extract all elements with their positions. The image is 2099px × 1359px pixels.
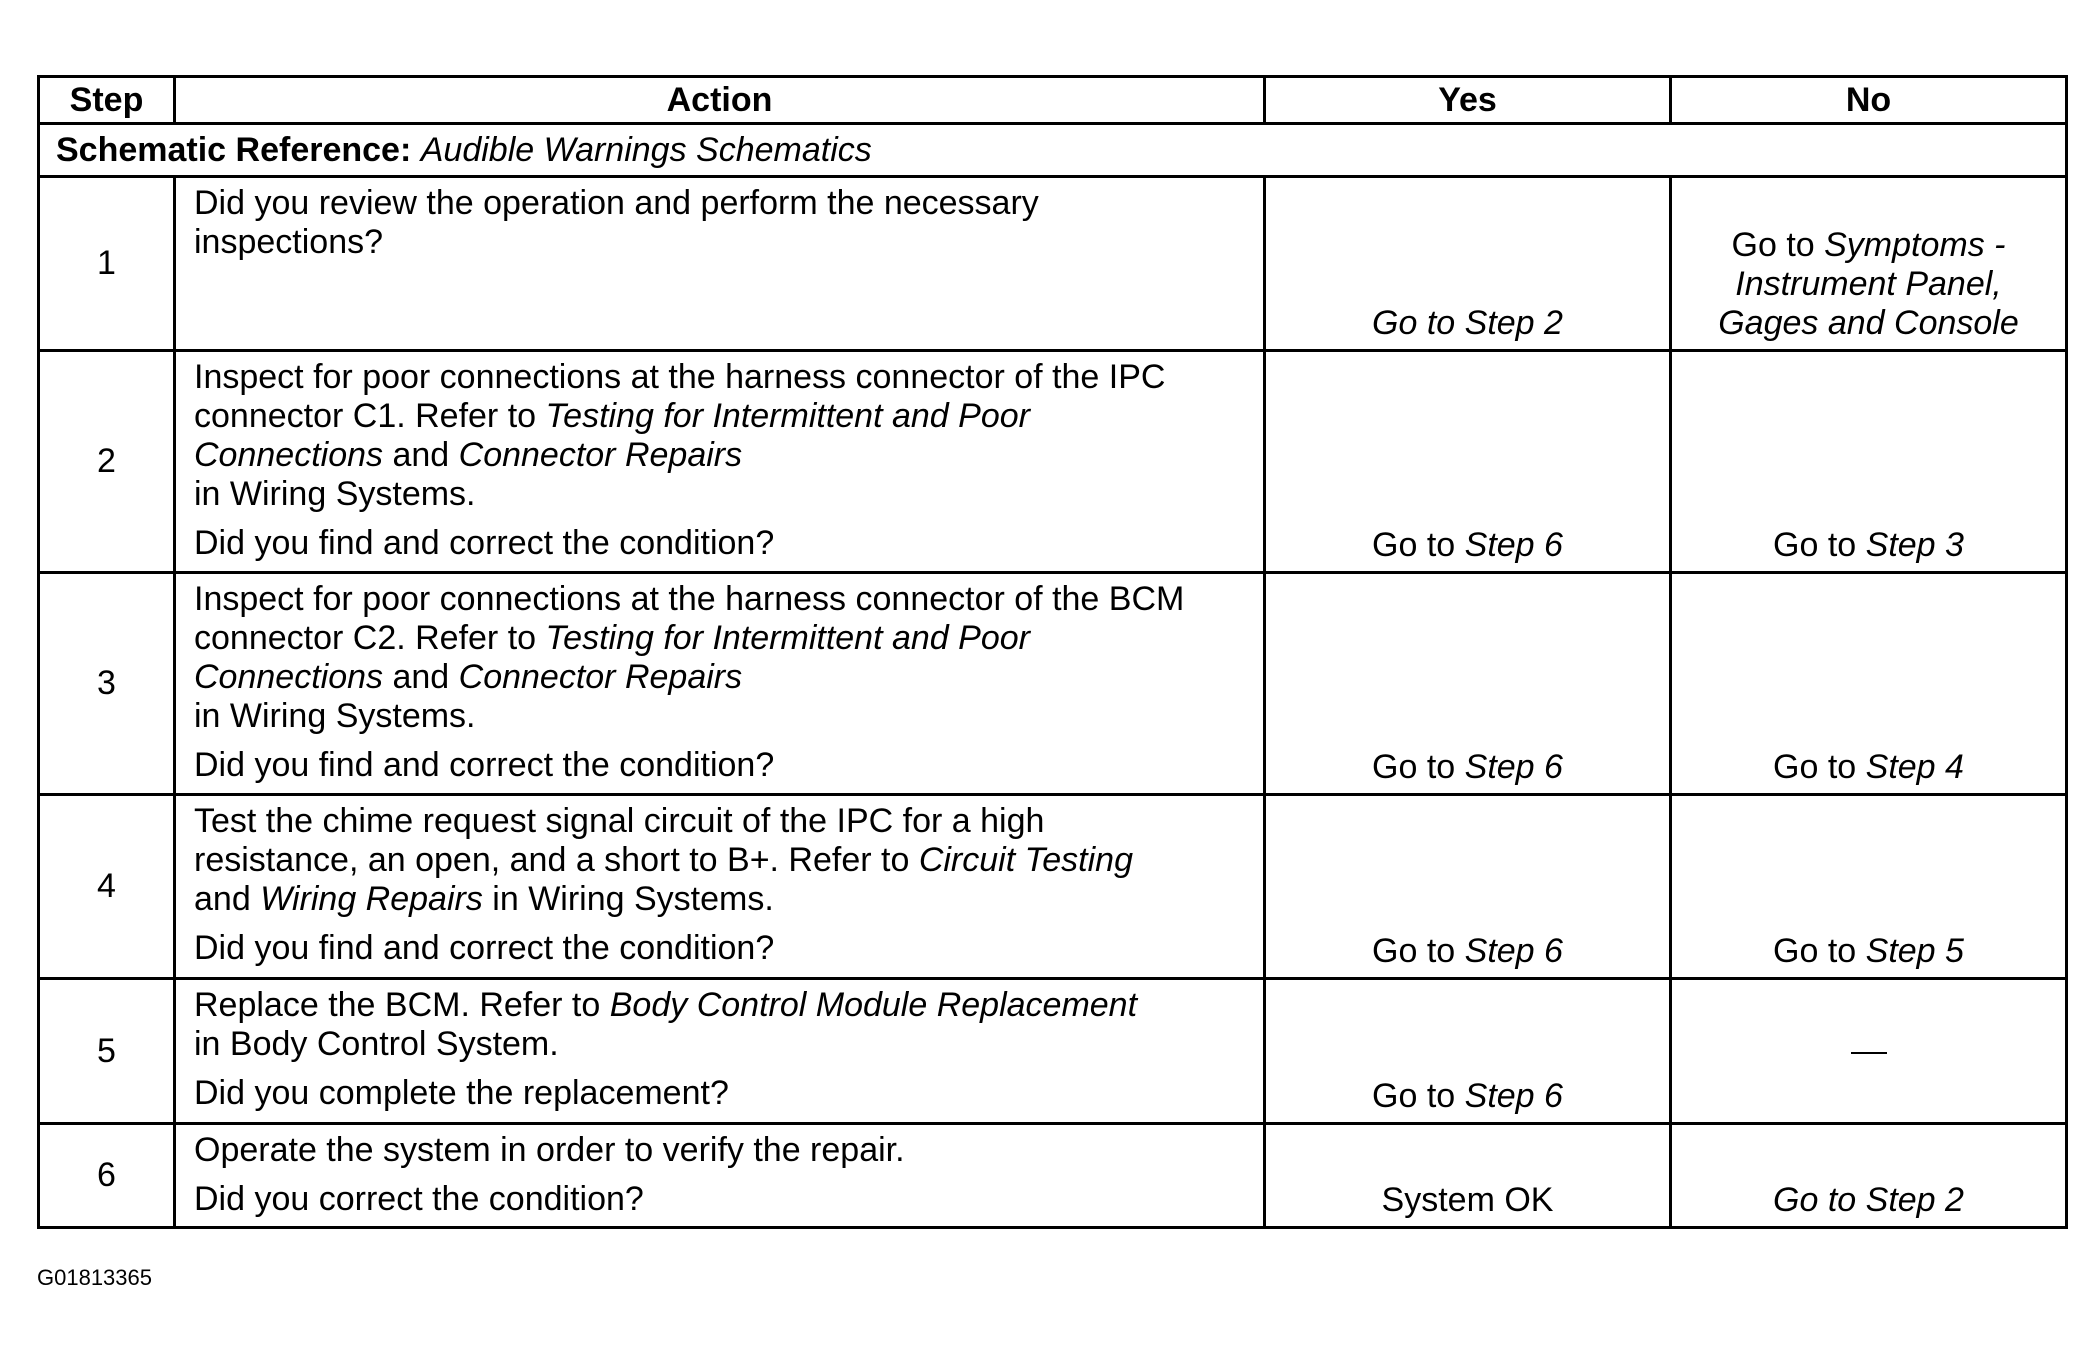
reference-link[interactable]: Circuit Testing bbox=[918, 841, 1133, 879]
yes-prefix: Go to bbox=[1372, 932, 1465, 970]
no-prefix: Go to bbox=[1773, 526, 1866, 564]
no-link[interactable]: Step 3 bbox=[1865, 526, 1964, 564]
schematic-reference-row bbox=[39, 124, 2067, 177]
yes-cell bbox=[1265, 795, 1671, 979]
yes-prefix: Go to bbox=[1372, 526, 1465, 564]
table-row bbox=[39, 177, 2067, 351]
action-question: Did you find and correct the condition? bbox=[194, 524, 775, 562]
action-question: Did you complete the replacement? bbox=[194, 1074, 729, 1112]
yes-prefix: Go to bbox=[1372, 748, 1465, 786]
action-line: in Body Control System. bbox=[194, 1025, 559, 1063]
reference-link[interactable]: Testing for Intermittent and Poor bbox=[545, 397, 1030, 435]
schematic-reference bbox=[39, 124, 2067, 177]
action-line bbox=[194, 619, 1255, 658]
yes-cell bbox=[1265, 979, 1671, 1124]
step-number: 2 bbox=[39, 351, 175, 573]
no-link[interactable]: Step 4 bbox=[1865, 748, 1964, 786]
no-link[interactable]: Symptoms - bbox=[1824, 226, 2006, 264]
yes-prefix: Go to bbox=[1372, 1077, 1465, 1115]
reference-link[interactable]: Connections bbox=[194, 436, 384, 474]
step-number: 5 bbox=[39, 979, 175, 1124]
yes-link[interactable]: Step 6 bbox=[1464, 526, 1563, 564]
step-number: 4 bbox=[39, 795, 175, 979]
action-line bbox=[194, 658, 1255, 697]
yes-link[interactable]: Step 6 bbox=[1464, 748, 1563, 786]
em-dash-icon bbox=[1851, 1052, 1887, 1054]
table-row bbox=[39, 573, 2067, 795]
header-step: Step bbox=[39, 77, 175, 124]
no-link[interactable]: Go to Step 2 bbox=[1773, 1181, 1964, 1219]
header-action: Action bbox=[175, 77, 1265, 124]
table-row bbox=[39, 795, 2067, 979]
reference-link[interactable]: Body Control Module Replacement bbox=[609, 986, 1138, 1024]
no-link-line3[interactable]: Gages and Console bbox=[1718, 304, 2019, 342]
action-text: and bbox=[194, 880, 261, 918]
action-text: connector C2. Refer to bbox=[194, 619, 546, 657]
reference-link[interactable]: Testing for Intermittent and Poor bbox=[545, 619, 1030, 657]
step-number: 3 bbox=[39, 573, 175, 795]
reference-link[interactable]: Wiring Repairs bbox=[260, 880, 483, 918]
action-question: Did you review the operation and perform the necessary inspections? bbox=[194, 184, 1039, 261]
action-line bbox=[194, 397, 1255, 436]
no-prefix: Go to bbox=[1773, 932, 1866, 970]
reference-link[interactable]: Connector Repairs bbox=[458, 436, 743, 474]
no-cell bbox=[1671, 351, 2067, 573]
yes-link[interactable]: Step 6 bbox=[1464, 932, 1563, 970]
action-line: Inspect for poor connections at the harness connector of the IPC bbox=[194, 358, 1166, 396]
yes-cell bbox=[1265, 177, 1671, 351]
diagnostic-table bbox=[37, 75, 2068, 1229]
action-line: Operate the system in order to verify the repair. bbox=[194, 1131, 905, 1169]
yes-cell bbox=[1265, 351, 1671, 573]
action-cell bbox=[175, 795, 1265, 979]
action-line: in Wiring Systems. bbox=[194, 475, 476, 513]
action-cell bbox=[175, 177, 1265, 351]
no-prefix: Go to bbox=[1731, 226, 1825, 264]
action-question: Did you find and correct the condition? bbox=[194, 929, 775, 967]
yes-link[interactable]: Step 6 bbox=[1464, 1077, 1563, 1115]
header-yes: Yes bbox=[1265, 77, 1671, 124]
yes-cell bbox=[1265, 1124, 1671, 1228]
action-line bbox=[194, 841, 1255, 880]
yes-cell bbox=[1265, 573, 1671, 795]
table-row bbox=[39, 979, 2067, 1124]
action-text: in Wiring Systems. bbox=[482, 880, 774, 918]
no-prefix: Go to bbox=[1773, 748, 1866, 786]
reference-link[interactable]: Connections bbox=[194, 658, 384, 696]
action-text: resistance, an open, and a short to B+. Refer to bbox=[194, 841, 919, 879]
action-cell bbox=[175, 351, 1265, 573]
no-link[interactable]: Step 5 bbox=[1865, 932, 1964, 970]
table-row bbox=[39, 1124, 2067, 1228]
action-line: Inspect for poor connections at the harness connector of the BCM bbox=[194, 580, 1185, 618]
step-number: 1 bbox=[39, 177, 175, 351]
action-question: Did you correct the condition? bbox=[194, 1180, 644, 1218]
no-cell bbox=[1671, 979, 2067, 1124]
no-link-line2[interactable]: Instrument Panel, bbox=[1735, 265, 2002, 303]
no-cell bbox=[1671, 1124, 2067, 1228]
action-line bbox=[194, 436, 1255, 475]
step-number: 6 bbox=[39, 1124, 175, 1228]
action-text: and bbox=[383, 436, 459, 474]
action-cell bbox=[175, 1124, 1265, 1228]
yes-text: System OK bbox=[1381, 1181, 1554, 1219]
action-line bbox=[194, 986, 1255, 1025]
action-cell bbox=[175, 573, 1265, 795]
no-cell bbox=[1671, 795, 2067, 979]
action-text: Replace the BCM. Refer to bbox=[194, 986, 610, 1024]
table-row bbox=[39, 351, 2067, 573]
action-line: Test the chime request signal circuit of the IPC for a high bbox=[194, 802, 1045, 840]
action-text: connector C1. Refer to bbox=[194, 397, 546, 435]
action-question: Did you find and correct the condition? bbox=[194, 746, 775, 784]
schematic-reference-link[interactable]: Audible Warnings Schematics bbox=[420, 130, 872, 169]
action-line bbox=[194, 880, 1255, 919]
yes-link[interactable]: Go to Step 2 bbox=[1372, 304, 1563, 342]
reference-link[interactable]: Connector Repairs bbox=[458, 658, 743, 696]
action-cell bbox=[175, 979, 1265, 1124]
header-row bbox=[39, 77, 2067, 124]
schematic-reference-label: Schematic Reference: bbox=[56, 130, 412, 169]
action-text: and bbox=[383, 658, 459, 696]
figure-code: G01813365 bbox=[37, 1265, 152, 1290]
action-line: in Wiring Systems. bbox=[194, 697, 476, 735]
no-cell bbox=[1671, 573, 2067, 795]
header-no: No bbox=[1671, 77, 2067, 124]
no-cell bbox=[1671, 177, 2067, 351]
